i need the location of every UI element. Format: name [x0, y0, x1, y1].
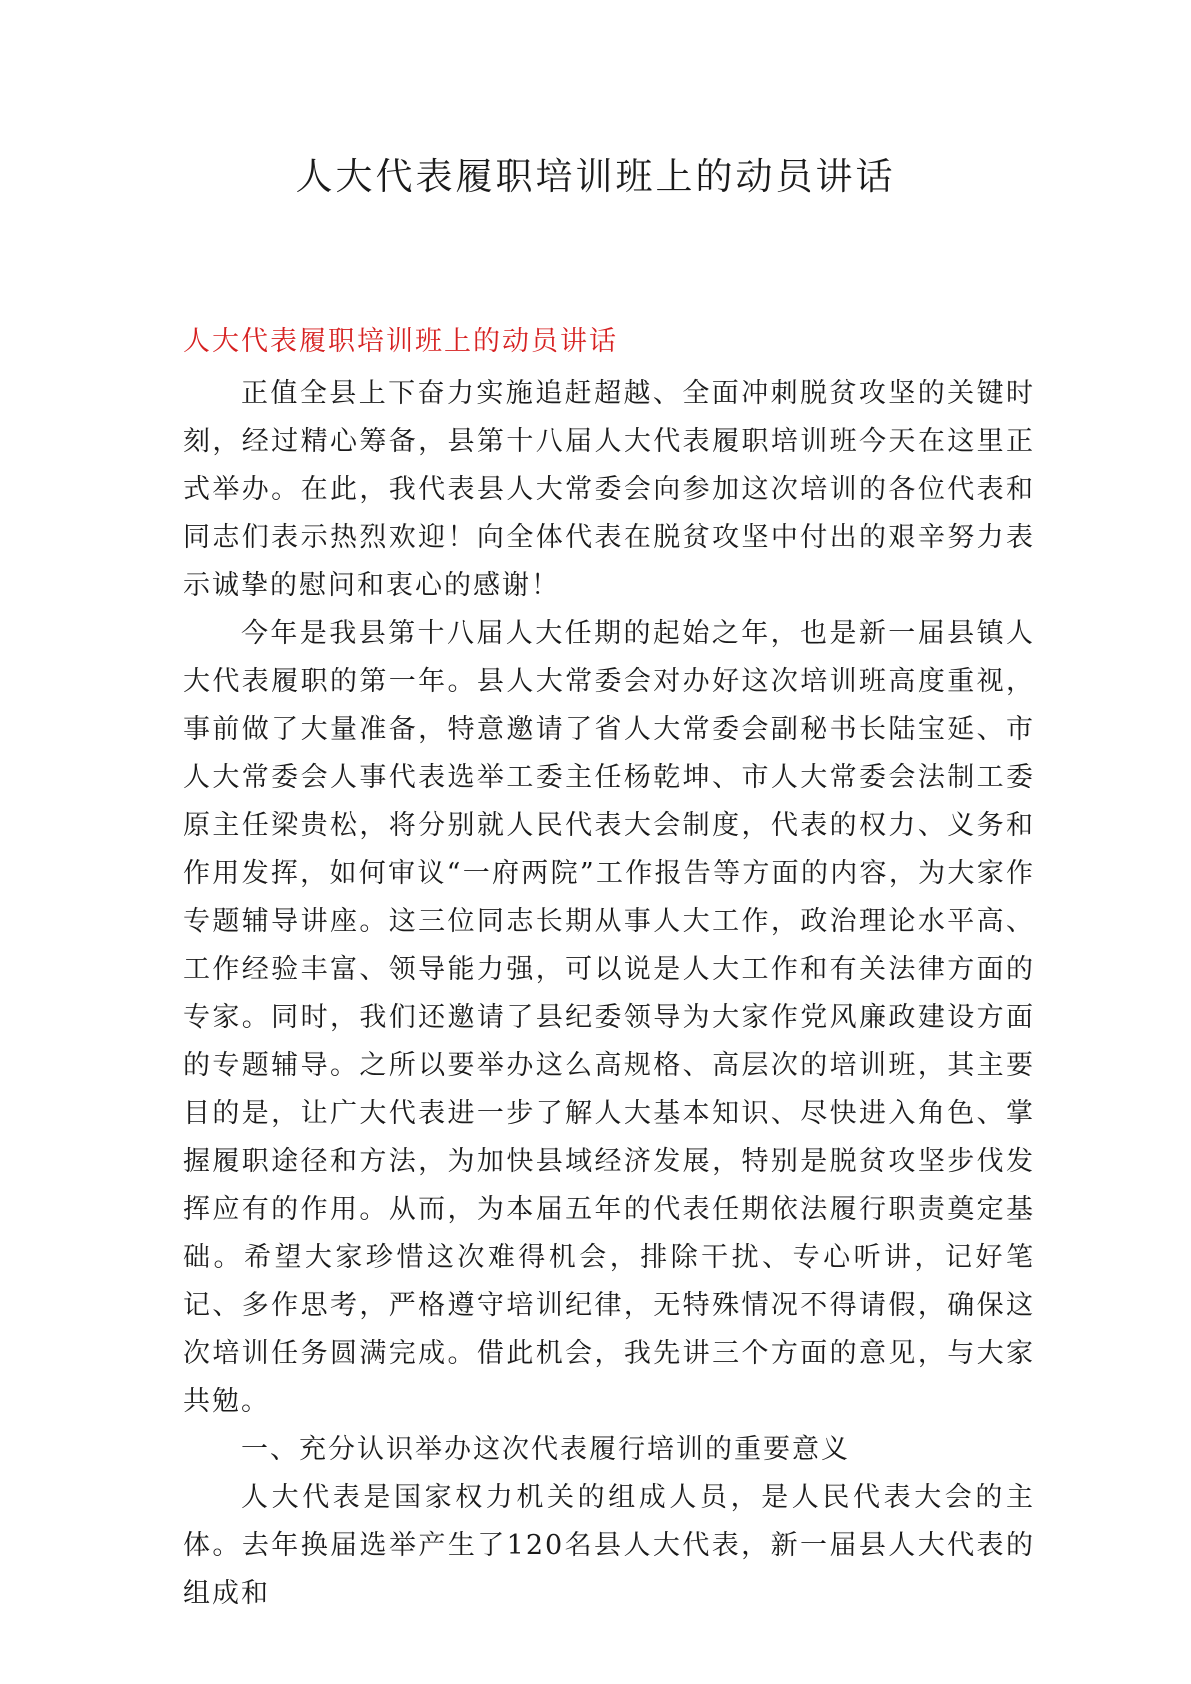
document-body — [183, 370, 1035, 1618]
section-heading-one: 一、充分认识举办这次代表履行培训的重要意义 — [241, 1434, 850, 1465]
paragraph-background: 今年是我县第十八届人大任期的起始之年，也是新一届县镇人大代表履职的第一年。县人大常委会对办好这次培训班高度重视，事前做了大量准备，特意邀请了省人大常委会副秘书长陆宝延、市人大常委会人事代表选举工委主任杨乾坤、市人大常委会法制工委原主任梁贵松，将分别就人民代表大会制度，代表的权力、义务和作用发挥，如何审议“一府两院”工作报告等方面的内容，为大家作专题辅导讲座。这三位同志长期从事人大工作，政治理论水平高、工作经验丰富、领导能力强，可以说是人大工作和有关法律方面的专家。同时，我们还邀请了县纪委领导为大家作党风廉政建设方面的专题辅导。之所以要举办这么高规格、高层次的培训班，其主要目的是，让广大代表进一步了解人大基本知识、尽快进入角色、掌握履职途径和方法，为加快县域经济发展，特别是脱贫攻坚步伐发挥应有的作用。从而，为本届五年的代表任期依法履行职责奠定基础。希望大家珍惜这次难得机会，排除干扰、专心听讲，记好笔记、多作思考，严格遵守培训纪律，无特殊情况不得请假，确保这次培训任务圆满完成。借此机会，我先讲三个方面的意见，与大家共勉。 — [183, 618, 1035, 1417]
document-title: 人大代表履职培训班上的动员讲话 — [295, 155, 896, 198]
document-subtitle: 人大代表履职培训班上的动员讲话 — [183, 326, 618, 357]
paragraph-opening: 正值全县上下奋力实施追赶超越、全面冲刺脱贫攻坚的关键时刻，经过精心筹备，县第十八届人大代表履职培训班今天在这里正式举办。在此，我代表县人大常委会向参加这次培训的各位代表和同志们表示热烈欢迎！向全体代表在脱贫攻坚中付出的艰辛努力表示诚挚的慰问和衷心的感谢！ — [183, 378, 1035, 601]
paragraph-section-one: 人大代表是国家权力机关的组成人员，是人民代表大会的主体。去年换届选举产生了120名县人大代表，新一届县人大代表的组成和 — [183, 1482, 1035, 1609]
